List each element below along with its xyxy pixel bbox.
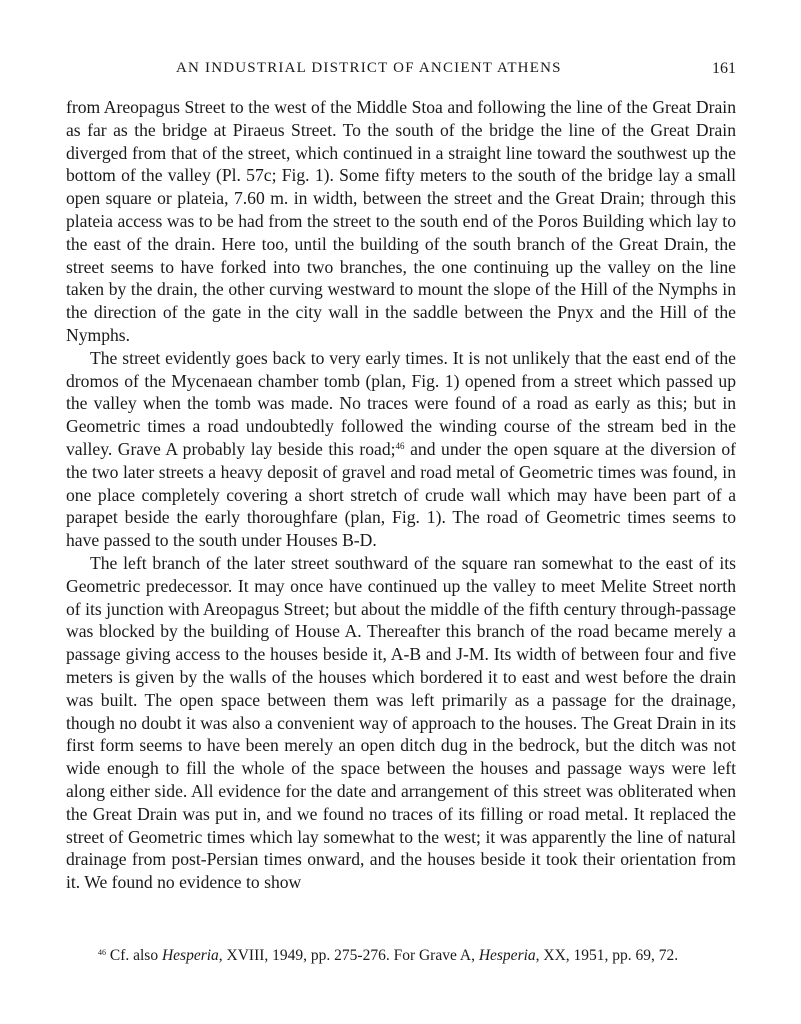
paragraph-1: from Areopagus Street to the west of the Middle Stoa and following the line of the Great Drain as far as the bridge at Piraeus Street. To the south of the bridge the line of the Great Drain diverged from that of the street, which continued in a straight line toward the southwest up the bottom of the valley (Pl. 57c; Fig. 1). Some fifty meters to the south of the bridge lay a small open square or plateia, 7.60 m. in width, between the street and the Great Drain; through this plateia access was to be had from the street to the south end of the Poros Building which lay to the east of the drain. Here too, until the building of the south branch of the Great Drain, the street seems to have forked into two branches, the one continuing up the valley on the line taken by the drain, the other curving westward to mount the slope of the Hill of the Nymphs in the direction of the gate in the city wall in the saddle between the Pnyx and the Hill of the Nymphs. [66, 97, 736, 345]
footnote-text-2: , XVIII, 1949, pp. 275-276. For Grave A, [218, 947, 479, 964]
paragraph-2 [66, 347, 736, 552]
footnote-text-3: , XX, 1951, pp. 69, 72. [535, 947, 679, 964]
running-title: AN INDUSTRIAL DISTRICT OF ANCIENT ATHENS [176, 60, 562, 76]
paragraph-2-text-b: and under the open square at the diversion of the two later streets a heavy deposit of gravel and road metal of Geometric times was found, in one place completely covering a short stretch of crude wall which may have been part of a parapet beside the early thoroughfare (plan, Fig. 1). The road of Geometric times seems to have passed to the south under Houses B-D. [66, 438, 737, 551]
running-head [66, 58, 736, 84]
footnote-journal-1: Hesperia [161, 947, 219, 964]
paragraph-2-text-a: The street evidently goes back to very early times. It is not unlikely that the east end of the dromos of the Mycenaean chamber tomb (plan, Fig. 1) opened from a street which passed up the valley when the tomb was made. No traces were found of a road as early as this; but in Geometric times a road undoubtedly followed the winding course of the stream bed in the valley. Grave A probably lay beside this road; [66, 347, 736, 459]
footnote-journal-2: Hesperia [478, 947, 536, 964]
paragraph-3: The left branch of the later street southward of the square ran somewhat to the east of its Geometric predecessor. It may once have continued up the valley to meet Melite Street north of its junction with Areopagus Street; but about the middle of the fifth century through-passage was blocked by the building of House A. Thereafter this branch of the road became merely a passage giving access to the houses beside it, A-B and J-M. Its width of between four and five meters is given by the walls of the houses which bordered it to east and west before the drain was built. The open space between them was left primarily as a passage for the drainage, though no doubt it was also a convenient way of approach to the houses. The Great Drain in its first form seems to have been merely an open ditch dug in the bedrock, but the ditch was not wide enough to fill the whole of the space between the houses and passage ways were left along either side. All evidence for the date and arrangement of this street was obliterated when the Great Drain was put in, and we found no traces of its filling or road metal. It replaced the street of Geometric times which lay somewhat to the west; it was apparently the line of natural drainage from post-Persian times onward, and the houses beside it took their orientation from it. We found no evidence to show [66, 552, 736, 893]
body-text [66, 96, 736, 894]
footnote-number: 46 [98, 948, 106, 957]
footnote-ref-46: 46 [395, 440, 405, 451]
page-number: 161 [712, 60, 736, 77]
footnote-text-1: Cf. also [106, 947, 162, 964]
footnote [98, 946, 738, 966]
page [66, 58, 736, 894]
